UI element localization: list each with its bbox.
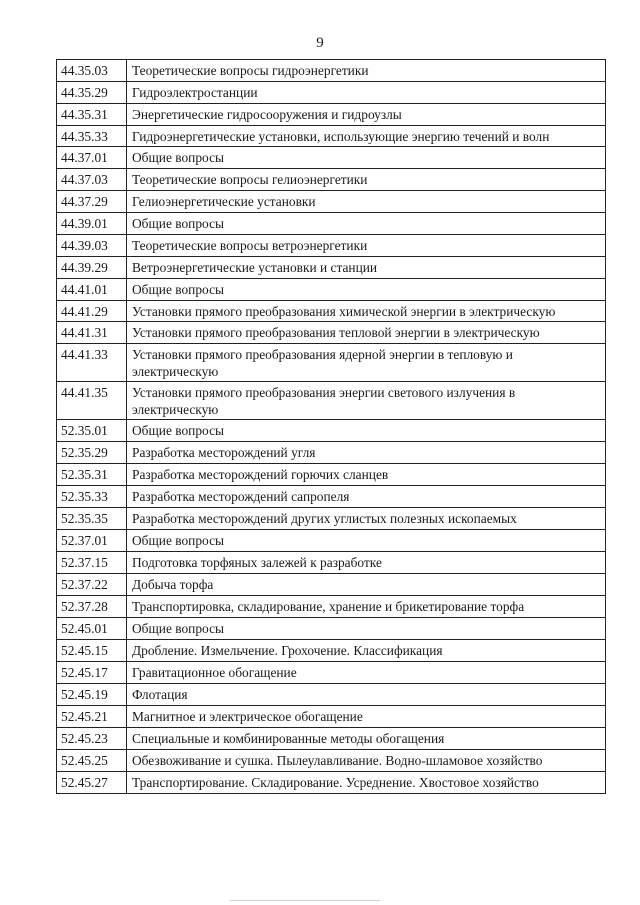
row-code: 52.45.27 [57, 772, 127, 794]
table-row [57, 169, 606, 191]
table-row [57, 60, 606, 82]
table-row [57, 706, 606, 728]
row-code: 52.45.01 [57, 618, 127, 640]
table-row [57, 684, 606, 706]
row-title: Общие вопросы [127, 420, 606, 442]
row-title: Общие вопросы [127, 213, 606, 235]
table-row [57, 772, 606, 794]
row-code: 44.35.03 [57, 60, 127, 82]
table-row [57, 235, 606, 257]
row-code: 44.39.01 [57, 213, 127, 235]
table-row [57, 508, 606, 530]
table-row [57, 750, 606, 772]
table-row [57, 279, 606, 301]
row-code: 52.35.01 [57, 420, 127, 442]
classification-table-body [57, 60, 606, 794]
table-row [57, 618, 606, 640]
row-title: Общие вопросы [127, 530, 606, 552]
row-code: 44.39.03 [57, 235, 127, 257]
row-code: 44.37.29 [57, 191, 127, 213]
table-row [57, 552, 606, 574]
row-title: Гелиоэнергетические установки [127, 191, 606, 213]
row-title: Теоретические вопросы ветроэнергетики [127, 235, 606, 257]
row-code: 52.37.01 [57, 530, 127, 552]
table-row [57, 213, 606, 235]
row-code: 44.37.01 [57, 147, 127, 169]
row-title: Дробление. Измельчение. Грохочение. Классификация [127, 640, 606, 662]
row-title: Добыча торфа [127, 574, 606, 596]
row-code: 52.37.22 [57, 574, 127, 596]
row-code: 52.45.21 [57, 706, 127, 728]
row-code: 52.45.25 [57, 750, 127, 772]
row-title: Установки прямого преобразования энергии светового излучения в электрическую [127, 382, 606, 420]
table-row [57, 344, 606, 382]
row-title: Общие вопросы [127, 279, 606, 301]
row-code: 52.45.17 [57, 662, 127, 684]
row-title: Гравитационное обогащение [127, 662, 606, 684]
table-row [57, 191, 606, 213]
table-row [57, 322, 606, 344]
row-code: 52.35.31 [57, 464, 127, 486]
row-code: 52.45.19 [57, 684, 127, 706]
table-row [57, 574, 606, 596]
row-title: Обезвоживание и сушка. Пылеулавливание. Водно-шламовое хозяйство [127, 750, 606, 772]
table-row [57, 640, 606, 662]
row-title: Транспортировка, складирование, хранение и брикетирование торфа [127, 596, 606, 618]
row-code: 52.35.35 [57, 508, 127, 530]
row-title: Разработка месторождений угля [127, 442, 606, 464]
row-code: 44.41.01 [57, 279, 127, 301]
row-title: Установки прямого преобразования ядерной энергии в тепловую и электрическую [127, 344, 606, 382]
row-title: Флотация [127, 684, 606, 706]
row-code: 44.35.33 [57, 126, 127, 147]
row-title: Гидроэнергетические установки, использующие энергию течений и волн [127, 126, 606, 147]
row-title: Энергетические гидросооружения и гидроузлы [127, 104, 606, 126]
row-title: Теоретические вопросы гидроэнергетики [127, 60, 606, 82]
row-code: 44.37.03 [57, 169, 127, 191]
table-row [57, 464, 606, 486]
row-title: Транспортирование. Складирование. Усреднение. Хвостовое хозяйство [127, 772, 606, 794]
row-code: 44.35.29 [57, 82, 127, 104]
row-title: Общие вопросы [127, 147, 606, 169]
row-code: 52.45.15 [57, 640, 127, 662]
row-title: Специальные и комбинированные методы обогащения [127, 728, 606, 750]
table-row [57, 662, 606, 684]
scan-edge-mark [230, 900, 380, 901]
row-code: 52.35.29 [57, 442, 127, 464]
table-row [57, 257, 606, 279]
row-code: 44.41.33 [57, 344, 127, 382]
row-title: Теоретические вопросы гелиоэнергетики [127, 169, 606, 191]
row-title: Подготовка торфяных залежей к разработке [127, 552, 606, 574]
row-code: 52.37.15 [57, 552, 127, 574]
row-code: 44.39.29 [57, 257, 127, 279]
table-row [57, 104, 606, 126]
table-row [57, 147, 606, 169]
row-title: Гидроэлектростанции [127, 82, 606, 104]
row-title: Разработка месторождений сапропеля [127, 486, 606, 508]
table-row [57, 382, 606, 420]
classification-table [56, 59, 606, 794]
row-code: 52.45.23 [57, 728, 127, 750]
row-title: Ветроэнергетические установки и станции [127, 257, 606, 279]
table-row [57, 486, 606, 508]
table-row [57, 596, 606, 618]
row-code: 52.35.33 [57, 486, 127, 508]
row-code: 52.37.28 [57, 596, 127, 618]
table-row [57, 442, 606, 464]
table-row [57, 530, 606, 552]
row-title: Магнитное и электрическое обогащение [127, 706, 606, 728]
row-code: 44.41.35 [57, 382, 127, 420]
page-number: 9 [316, 35, 324, 51]
table-row [57, 82, 606, 104]
table-row [57, 301, 606, 322]
row-code: 44.41.31 [57, 322, 127, 344]
row-code: 44.41.29 [57, 301, 127, 322]
table-row [57, 420, 606, 442]
row-title: Общие вопросы [127, 618, 606, 640]
row-title: Установки прямого преобразования тепловой энергии в электрическую [127, 322, 606, 344]
row-title: Разработка месторождений других углистых полезных ископаемых [127, 508, 606, 530]
row-title: Разработка месторождений горючих сланцев [127, 464, 606, 486]
table-row [57, 728, 606, 750]
row-code: 44.35.31 [57, 104, 127, 126]
table-row [57, 126, 606, 147]
row-title: Установки прямого преобразования химической энергии в электрическую [127, 301, 606, 322]
